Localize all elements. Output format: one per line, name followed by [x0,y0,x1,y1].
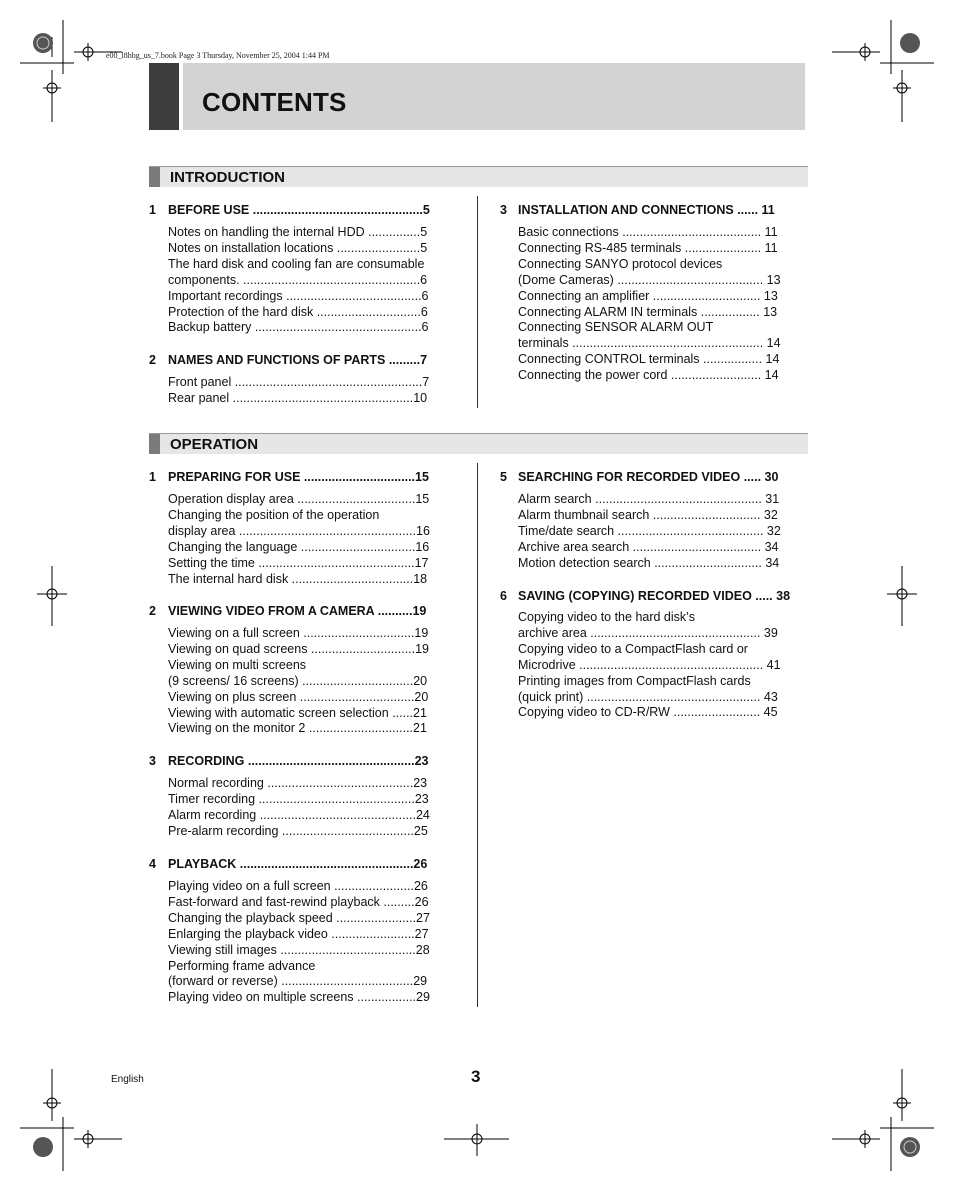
toc-item[interactable]: Basic connections ........................................ 11 [518,225,778,239]
chapter-heading: VIEWING VIDEO FROM A CAMERA ..........19 [168,604,427,618]
toc-item[interactable]: (Dome Cameras) .......................................... 13 [518,272,781,287]
toc-item[interactable]: components. ...................................................6 [168,272,428,287]
toc-item[interactable]: Protection of the hard disk ..............................6 [168,304,428,319]
section-label: INTRODUCTION [170,169,285,186]
toc-item-list [168,776,444,840]
toc-item[interactable]: Alarm search ................................................ 31 [518,492,780,506]
section-header-operation [149,433,808,454]
chapter-heading: SEARCHING FOR RECORDED VIDEO ..... 30 [518,470,779,484]
section-marker [149,434,160,454]
toc-item[interactable]: Operation display area ..................................15 [168,492,430,506]
toc-item[interactable]: (forward or reverse) ......................................29 [168,974,428,989]
column-divider [477,196,478,408]
toc-item[interactable]: Backup battery ................................................6 [168,320,429,335]
toc-item[interactable]: Connecting CONTROL terminals ................. 14 [518,352,780,367]
toc-item[interactable]: Motion detection search ............................... 34 [518,555,780,570]
toc-item[interactable]: Connecting SENSOR ALARM OUT [518,320,714,335]
toc-item-list [168,492,444,587]
toc-item[interactable]: Viewing on the monitor 2 ..............................21 [168,721,427,736]
toc-item[interactable]: Archive area search ..................................... 34 [518,539,779,554]
toc-item[interactable]: Normal recording ..........................................23 [168,776,428,790]
toc-item[interactable]: Viewing on quad screens ..............................19 [168,641,430,656]
toc-item[interactable]: Connecting RS-485 terminals ...................... 11 [518,240,778,255]
toc-item[interactable]: Timer recording .............................................23 [168,791,429,806]
toc-item[interactable]: The internal hard disk ...................................18 [168,571,428,586]
chapter-number: 2 [149,604,156,618]
chapter-heading: PREPARING FOR USE ................................15 [168,470,429,484]
toc-item[interactable]: Time/date search .......................................... 32 [518,523,781,538]
toc-item-list [518,492,795,572]
section-label: OPERATION [170,436,259,453]
toc-item[interactable]: Changing the playback speed .......................27 [168,910,430,925]
toc-item[interactable]: Changing the position of the operation [168,507,380,522]
chapter-number: 1 [149,203,156,217]
toc-item[interactable]: Copying video to the hard disk’s [518,610,695,624]
toc-item[interactable]: Front panel ......................................................7 [168,375,430,389]
toc-item-list [168,225,444,336]
toc-item[interactable]: Performing frame advance [168,958,316,973]
chapter-heading: BEFORE USE .................................................5 [168,203,430,217]
toc-item-list [518,610,795,721]
toc-item-list [168,375,444,407]
footer-language: English [111,1074,144,1085]
toc-item[interactable]: The hard disk and cooling fan are consumable [168,256,425,271]
chapter-heading: RECORDING ................................................23 [168,754,429,768]
chapter-heading: SAVING (COPYING) RECORDED VIDEO ..... 38 [518,589,791,603]
chapter-number: 2 [149,353,156,367]
page-number: 3 [471,1067,481,1086]
toc-item[interactable]: Connecting an amplifier ............................... 13 [518,288,778,303]
chapter-number: 3 [149,754,156,768]
toc-item[interactable]: Rear panel ....................................................10 [168,390,428,405]
chapter-number: 3 [500,203,507,217]
toc-item[interactable]: Connecting the power cord .......................... 14 [518,368,779,383]
toc-item[interactable]: Changing the language .................................16 [168,539,430,554]
toc-item[interactable]: Viewing still images .......................................28 [168,942,430,957]
chapter-number: 1 [149,470,156,484]
toc-item[interactable]: display area ...................................................16 [168,523,430,538]
toc-item[interactable]: Viewing on a full screen ................................19 [168,626,429,640]
toc-item[interactable]: (9 screens/ 16 screens) ................................20 [168,673,428,688]
toc-item[interactable]: Microdrive ..................................................... 41 [518,657,781,672]
chapter-number: 4 [149,857,156,871]
toc-item[interactable]: Connecting SANYO protocol devices [518,256,723,271]
chapter-heading: INSTALLATION AND CONNECTIONS ...... 11 [518,203,775,217]
toc-item[interactable]: Pre-alarm recording ......................................25 [168,823,428,838]
toc-item-list [168,879,444,1006]
toc-item[interactable]: Connecting ALARM IN terminals ................. 13 [518,304,778,319]
toc-item[interactable]: Viewing with automatic screen selection ......21 [168,705,427,720]
chapter-heading: PLAYBACK ..................................................26 [168,857,428,871]
toc-item[interactable]: Playing video on a full screen .......................26 [168,879,428,893]
toc-item[interactable]: Important recordings .......................................6 [168,288,429,303]
toc-item-list [518,225,795,384]
print-slug: e00_l8hbg_us_7.book Page 3 Thursday, November 25, 2004 1:44 PM [106,51,330,60]
section-marker [149,167,160,187]
toc-item[interactable]: Playing video on multiple screens .................29 [168,990,430,1005]
chapter-number: 5 [500,470,507,484]
chapter-heading: NAMES AND FUNCTIONS OF PARTS .........7 [168,353,428,367]
toc-item[interactable]: Alarm recording .............................................24 [168,807,430,822]
toc-item[interactable]: Viewing on plus screen .................................20 [168,689,429,704]
toc-item[interactable]: Viewing on multi screens [168,657,307,672]
toc-item[interactable]: terminals ....................................................... 14 [518,336,781,351]
toc-item[interactable]: Printing images from CompactFlash cards [518,673,751,688]
section-header-introduction [149,166,808,187]
toc-item[interactable]: Setting the time .............................................17 [168,555,429,570]
toc-item[interactable]: Notes on handling the internal HDD ...............5 [168,225,428,239]
toc-item[interactable]: Copying video to CD-R/RW ......................... 45 [518,705,778,720]
toc-item[interactable]: Enlarging the playback video ........................27 [168,926,429,941]
toc-item[interactable]: Alarm thumbnail search ............................... 32 [518,507,778,522]
column-divider [477,463,478,1007]
toc-item[interactable]: Fast-forward and fast-rewind playback .........26 [168,894,429,909]
title-accent-block [149,63,179,130]
toc-item-list [168,626,444,737]
toc-item[interactable]: archive area ................................................. 39 [518,625,778,640]
toc-item[interactable]: Notes on installation locations ........................5 [168,240,428,255]
page-title: CONTENTS [202,87,347,117]
toc-item[interactable]: (quick print) .................................................. 43 [518,689,778,704]
toc-item[interactable]: Copying video to a CompactFlash card or [518,641,748,656]
chapter-number: 6 [500,589,507,603]
